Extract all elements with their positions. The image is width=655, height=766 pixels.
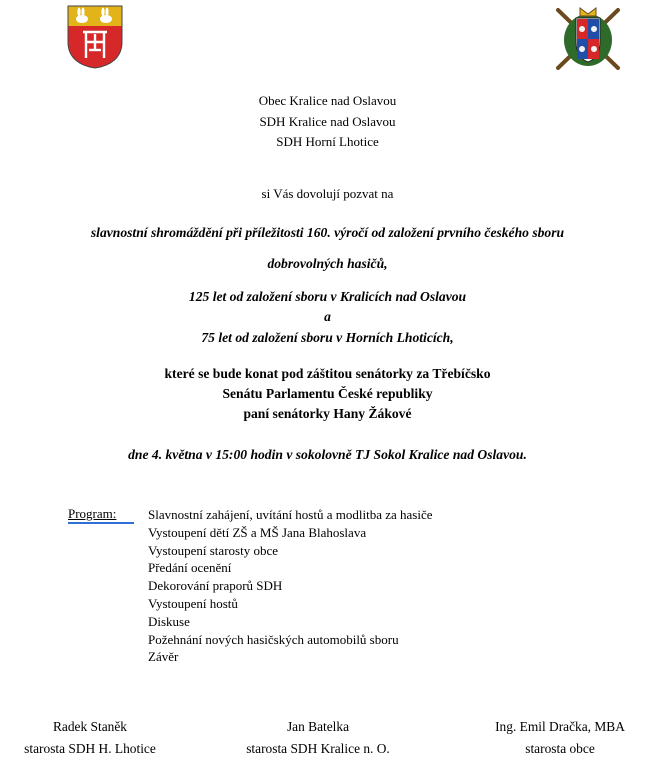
event-title-line4: 75 let od založení sboru v Horních Lhoticích, (201, 330, 454, 345)
czech-firefighters-emblem-icon (552, 4, 624, 74)
patronage-line1: které se bude konat pod záštitou senátorky za Třebíčsko (164, 366, 491, 381)
program-item: Vystoupení dětí ZŠ a MŠ Jana Blahoslava (148, 524, 367, 540)
event-title-line2: dobrovolných hasičů, (267, 256, 388, 271)
signature-role: starosta SDH Kralice n. O. (246, 741, 390, 756)
kralice-coat-of-arms-icon (66, 4, 124, 70)
signature-role: starosta obce (525, 741, 595, 756)
program-list (148, 506, 432, 666)
event-title-and: a (324, 309, 331, 324)
event-date-place: dne 4. května v 15:00 hodin v sokolovně TJ Sokol Kralice nad Oslavou. (128, 447, 527, 462)
patronage-line3: paní senátorky Hany Žákové (243, 406, 412, 421)
program-item: Diskuse (148, 613, 190, 629)
signature-name: Ing. Emil Dračka, MBA (495, 719, 625, 734)
program-item: Předání ocenění (148, 560, 232, 576)
invitation-intro: si Vás dovolují pozvat na (261, 186, 394, 201)
signature-role: starosta SDH H. Lhotice (24, 741, 156, 756)
program-item: Vystoupení hostů (148, 595, 238, 611)
event-title-line1: slavnostní shromáždění při příležitosti 160. výročí od založení prvního českého sboru (90, 225, 565, 240)
program-item: Požehnání nových hasičských automobilů sboru (148, 631, 399, 647)
signature-stanek (0, 716, 180, 760)
signature-batelka (228, 716, 408, 760)
program-item: Slavnostní zahájení, uvítání hostů a modlitba za hasiče (148, 507, 433, 522)
program-item: Závěr (148, 649, 179, 665)
spellcheck-underline (68, 522, 134, 524)
program-item: Vystoupení starosty obce (148, 542, 278, 558)
signature-dracka (470, 716, 650, 760)
organizer-obec: Obec Kralice nad Oslavou (258, 93, 397, 108)
organizer-sdh-kralice: SDH Kralice nad Oslavou (259, 114, 396, 129)
program-label: Program: (68, 506, 117, 521)
signature-name: Radek Staněk (52, 719, 127, 734)
patronage-line2: Senátu Parlamentu České republiky (222, 386, 433, 401)
organizer-sdh-lhotice: SDH Horní Lhotice (276, 134, 379, 149)
event-title-line3: 125 let od založení sboru v Kralicích nad Oslavou (188, 289, 467, 304)
signature-name: Jan Batelka (286, 719, 350, 734)
program-item: Dekorování praporů SDH (148, 578, 283, 594)
